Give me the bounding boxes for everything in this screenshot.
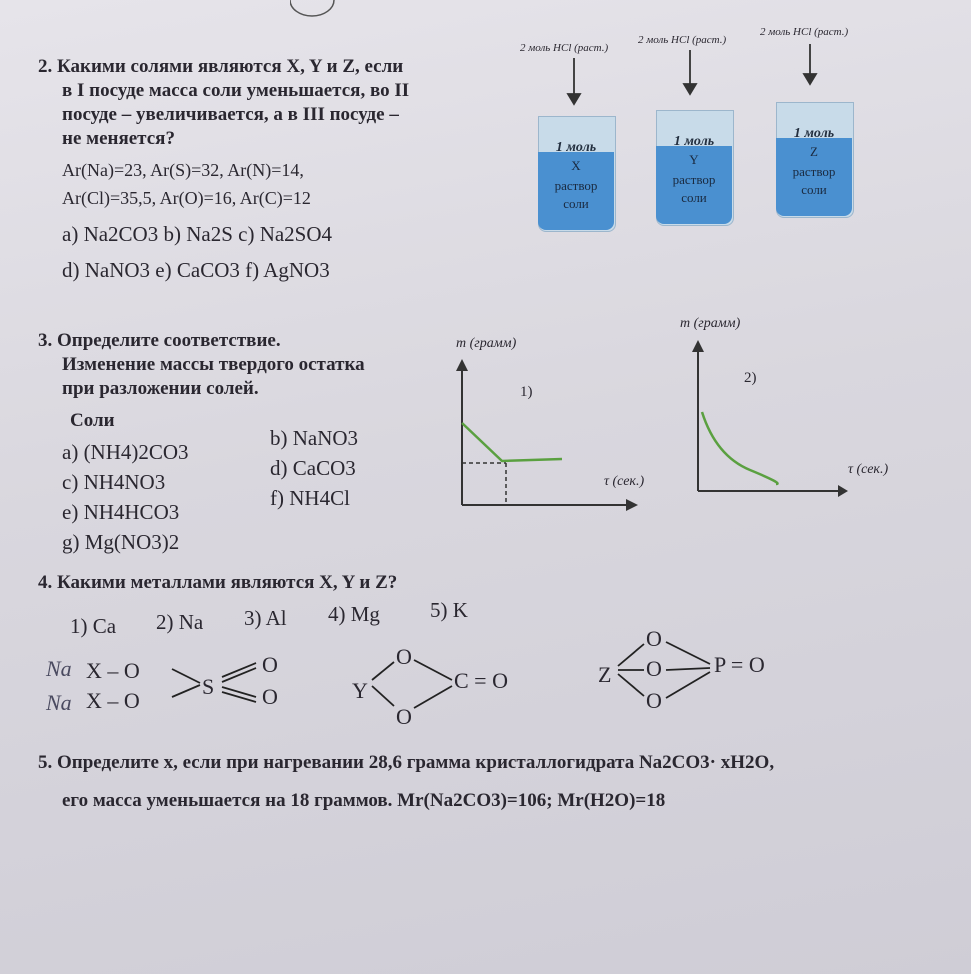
beaker-x: [538, 116, 614, 230]
beaker-y-text2: соли: [681, 190, 707, 205]
q2-masses-line1: Ar(Na)=23, Ar(S)=32, Ar(N)=14,: [62, 160, 304, 180]
graph-1-curve: [462, 423, 562, 461]
s1-bottom: X – O: [86, 688, 140, 713]
beaker-z: [776, 102, 852, 216]
q4-option-4: 4) Mg: [328, 602, 380, 626]
graph-2-xlabel: τ (сек.): [848, 462, 889, 477]
graph-2: [680, 336, 850, 501]
q2-masses-line2: Ar(Cl)=35,5, Ar(O)=16, Ar(C)=12: [62, 188, 311, 208]
q4-option-2: 2) Na: [156, 610, 204, 634]
s1-sulfur: S: [202, 674, 215, 699]
s2-right: C = O: [454, 668, 508, 693]
s3-right: P = O: [714, 652, 765, 677]
beaker-y: [656, 110, 732, 224]
graph-1: [440, 355, 640, 525]
s2-o-bottom: O: [396, 704, 412, 729]
q3-option-b: b) NaNO3: [270, 426, 359, 450]
q3-option-c: c) NH4NO3: [62, 470, 166, 494]
graph-1-ylabel: m (грамм): [456, 336, 517, 351]
beaker1-acid-label: 2 моль HCl (раст.): [520, 42, 609, 54]
q2-title-line3: посуде – увеличивается, а в III посуде –: [62, 104, 399, 125]
s1-top: X – O: [86, 658, 140, 683]
graph-1-xlabel: τ (сек.): [604, 474, 645, 489]
handwritten-na-2: Na: [46, 690, 72, 715]
graph-2-number: 2): [744, 370, 757, 386]
beaker-z-text2: соли: [801, 182, 827, 197]
beaker-x-letter: X: [571, 158, 581, 173]
s3-metal: Z: [598, 662, 612, 687]
beaker2-acid-label: 2 моль HCl (раст.): [638, 34, 727, 46]
beaker-y-mol: 1 моль: [673, 134, 715, 149]
q3-title-line3: при разложении солей.: [62, 378, 259, 399]
q2-title-line1: 2. Какими солями являются X, Y и Z, если: [38, 56, 404, 77]
graph-1-number: 1): [520, 384, 533, 400]
q3-salts-label: Соли: [70, 410, 115, 431]
q2-title-line2: в I посуде масса соли уменьшается, во II: [62, 80, 410, 101]
q3-option-a: a) (NH4)2CO3: [62, 440, 189, 464]
handwritten-na-1: Na: [46, 656, 72, 681]
q3-option-e: e) NH4HCO3: [62, 500, 180, 524]
q3-title-line2: Изменение массы твердого остатка: [62, 354, 365, 375]
s1-o-top: O: [262, 652, 278, 677]
beaker-y-letter: Y: [689, 152, 699, 167]
beaker-x-mol: 1 моль: [555, 140, 597, 155]
graph-2-curve: [702, 412, 778, 484]
q3-option-g: g) Mg(NO3)2: [62, 530, 180, 554]
beaker-z-text1: раствор: [792, 164, 836, 179]
s3-o-mid: O: [646, 656, 662, 681]
q2-title-line4: не меняется?: [62, 128, 175, 149]
beaker-z-mol: 1 моль: [793, 126, 835, 141]
s3-bonds: [610, 630, 720, 710]
beaker3-acid-label: 2 моль HCl (раст.): [760, 26, 849, 38]
beaker-x-text1: раствор: [554, 178, 598, 193]
q4-option-1: 1) Ca: [70, 614, 117, 638]
q2-options-line2: d) NaNO3 e) CaCO3 f) AgNO3: [62, 258, 330, 282]
s3-o-top: O: [646, 626, 662, 651]
q4-title: 4. Какими металлами являются X, Y и Z?: [38, 572, 398, 593]
s2-o-top: O: [396, 644, 412, 669]
graph-2-ylabel: m (грамм): [680, 316, 741, 331]
s2-metal: Y: [352, 678, 368, 703]
q5-line2: его масса уменьшается на 18 граммов. Mr(Na2CO3)=106; Mr(H2O)=18: [62, 790, 666, 811]
beaker-x-text2: соли: [563, 196, 589, 211]
beaker-z-letter: Z: [810, 144, 818, 159]
q5-line1: 5. Определите x, если при нагревании 28,6 грамма кристаллогидрата Na2CO3· xH2O,: [38, 752, 775, 773]
q3-option-d: d) CaCO3: [270, 456, 356, 480]
s2-bonds: [364, 650, 464, 720]
s1-o-bottom: O: [262, 684, 278, 709]
q3-title-line1: 3. Определите соответствие.: [38, 330, 281, 351]
q3-option-f: f) NH4Cl: [270, 486, 350, 510]
q4-option-3: 3) Al: [244, 606, 287, 630]
q2-options-line1: a) Na2CO3 b) Na2S c) Na2SO4: [62, 222, 333, 246]
beaker-y-text1: раствор: [672, 172, 716, 187]
s1-bonds: [160, 655, 270, 705]
q4-option-5: 5) K: [430, 598, 468, 622]
s3-o-bottom: O: [646, 688, 662, 713]
